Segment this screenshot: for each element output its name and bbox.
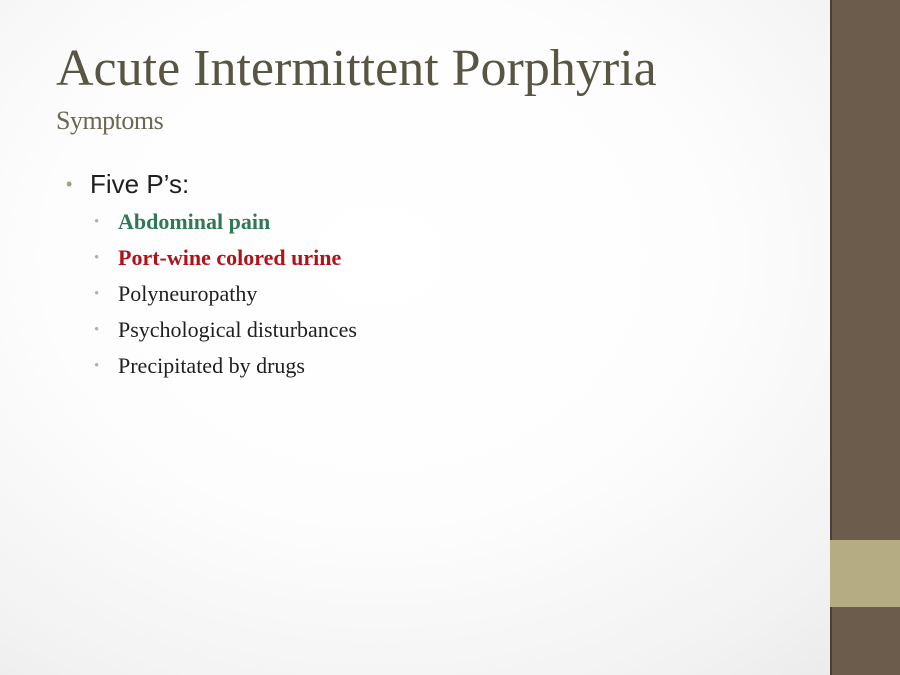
bullet-list — [66, 166, 806, 384]
slide-subtitle: Symptoms — [56, 106, 164, 135]
sub-bullet-text: Polyneuropathy — [118, 281, 258, 306]
sub-bullet-text: Psychological disturbances — [118, 317, 357, 342]
sub-bullet-text: Port-wine colored urine — [118, 245, 342, 270]
sidebar-accent-block — [830, 540, 900, 607]
sub-bullet-icon: • — [94, 322, 100, 338]
sub-bullet-list — [66, 204, 806, 384]
sub-bullet-port-wine-urine — [66, 240, 806, 276]
slide-title: Acute Intermittent Porphyria — [56, 40, 657, 97]
decorative-sidebar — [830, 0, 900, 675]
sub-bullet-polyneuropathy — [66, 276, 806, 312]
bullet-item-five-ps — [66, 166, 806, 202]
bullet-text: Five P’s: — [90, 169, 190, 199]
sub-bullet-icon: • — [94, 286, 100, 302]
bullet-icon: • — [66, 174, 73, 194]
sub-bullet-abdominal-pain — [66, 204, 806, 240]
sub-bullet-psychological-disturbances — [66, 312, 806, 348]
sub-bullet-icon: • — [94, 214, 100, 230]
sub-bullet-icon: • — [94, 358, 100, 374]
sub-bullet-precipitated-by-drugs — [66, 348, 806, 384]
sub-bullet-text: Precipitated by drugs — [118, 353, 305, 378]
sub-bullet-icon: • — [94, 250, 100, 266]
sub-bullet-text: Abdominal pain — [118, 209, 271, 234]
